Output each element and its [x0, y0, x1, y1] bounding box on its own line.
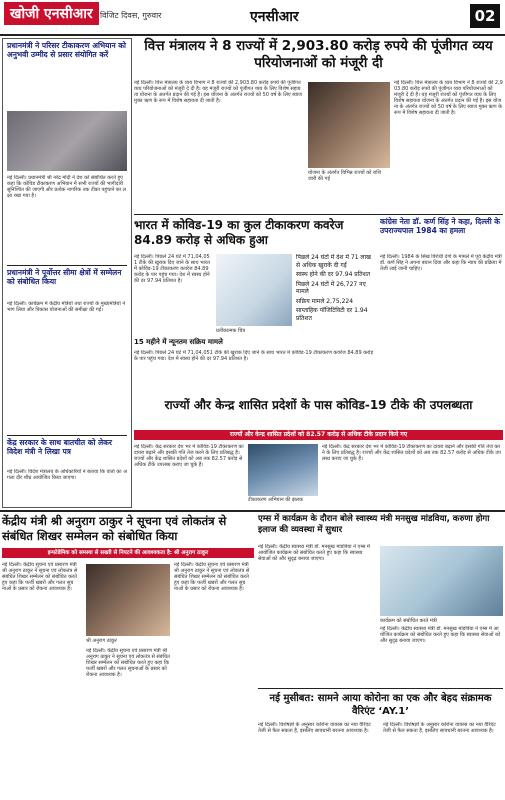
masthead: खोजी एनसीआर	[4, 2, 99, 25]
variant-story	[258, 688, 503, 798]
left-column	[2, 38, 132, 508]
congress-headline: कांग्रेस नेता डॉ. कर्ण सिंह ने कहा, दिल्ली के उपराज्यपाल 1984 का हमला	[380, 217, 501, 235]
section-title: एनसीआर	[250, 9, 299, 25]
vaccine-headline: भारत में कोविड-19 का कुल टीकाकरण कवरेज 84.89 करोड़ से अधिक हुआ	[134, 218, 344, 247]
vaccine-subhead: 15 महीने में न्यूनतम सक्रिय मामले	[134, 338, 223, 346]
states-photo	[248, 444, 318, 496]
finance-photo	[308, 82, 390, 168]
states-body-col2: नई दिल्ली। केंद्र सरकार देश भर में कोविड-19 टीकाकरण का दायरा बढ़ाने और इसकी गति तेज करने के लिए प्रतिबद्ध है। राज्यों और केंद्र शासित प्रदेशों को अब तक 82.57 करोड़ से अधिक टीके उपलब्ध कराए जा चुके हैं।	[322, 444, 501, 462]
highlight-item: साप्ताहिक पॉजिटिविटी दर 1.94 प्रतिशत	[296, 307, 368, 322]
vaccine-photo	[216, 254, 292, 326]
divider	[134, 214, 503, 215]
highlight-item: सक्रिय मामले 2,75,224	[296, 297, 354, 305]
page-number: 02	[470, 4, 500, 28]
issue-date: विजिट दिवस, गुरुवार	[100, 11, 162, 20]
health-photo-caption: कार्यक्रम को संबोधित करते मंत्री	[380, 618, 437, 624]
states-story	[134, 398, 503, 506]
highlight-item: स्वस्थ होने की दर 97.94 प्रतिशत	[296, 271, 371, 278]
finance-headline: वित्त मंत्रालय ने 8 राज्यों में 2,903.80 करोड़ रुपये की पूंजीगत व्यय परियोजनाओं को मंजूरी दी	[144, 38, 493, 71]
vaccine-body: नई दिल्ली। पिछले 24 घंटे में 71,04,051 टीके की खुराक दिए जाने के साथ भारत में कोविड-19 टीकाकरण कवरेज 84.89 करोड़ के पार पहुंच गया। देश में स्वस्थ होने की दर 97.94 प्रतिशत है।	[134, 254, 210, 284]
health-body: नई दिल्ली। केंद्रीय स्वास्थ्य मंत्री डॉ. मनसुख मांडविया ने एम्स में आयोजित कार्यक्रम को संबोधित करते हुए कहा कि स्वास्थ्य सेवाओं को और सुदृढ़ बनाया जाएगा।	[258, 544, 370, 562]
health-body-col2: नई दिल्ली। केंद्रीय स्वास्थ्य मंत्री डॉ. मनसुख मांडविया ने एम्स में आयोजित कार्यक्रम को संबोधित करते हुए कहा कि स्वास्थ्य सेवाओं को और सुदृढ़ बनाया जाएगा।	[380, 626, 501, 644]
divider	[7, 435, 127, 436]
health-headline: एम्स में कार्यक्रम के दौरान बोले स्वास्थ्य मंत्री मनसुख मांडविया, करुणा होगा इलाज की व्यवस्था में सुधार	[258, 514, 490, 535]
states-body: नई दिल्ली। केंद्र सरकार देश भर में कोविड-19 टीकाकरण का दायरा बढ़ाने और इसकी गति तेज करने के लिए प्रतिबद्ध है। राज्यों और केंद्र शासित प्रदेशों को अब तक 82.57 करोड़ से अधिक टीके उपलब्ध कराए जा चुके हैं।	[134, 444, 244, 468]
finance-body: नई दिल्ली। वित्त मंत्रालय के व्यय विभाग ने 8 राज्यों की 2,903.80 करोड़ रुपये की पूंजीगत व्यय परियोजनाओं को मंजूरी दे दी है। यह मंजूरी राज्यों को पूंजीगत व्यय के लिए विशेष सहायता योजना के अंतर्गत प्रदान की गई है। इस योजना के अंतर्गत राज्यों को 50 वर्ष के लिए ब्याज मुक्त ऋण के रूप में विशेष सहायता दी जाती है।	[134, 80, 302, 104]
vaccine-photo-caption: प्रतीकात्मक चित्र	[216, 328, 246, 334]
anurag-body-col3: नई दिल्ली। केंद्रीय सूचना एवं प्रसारण मंत्री श्री अनुराग ठाकुर ने सूचना एवं लोकतंत्र से संबंधित शिखर सम्मेलन को संबोधित करते हुए कहा कि फर्जी खबरों और गलत सूचनाओं के प्रसार को रोकना आवश्यक है।	[174, 562, 250, 592]
story1-photo	[7, 111, 127, 171]
highlight-item: पिछले 24 घंटों में 26,727 नए मामले	[296, 280, 366, 295]
variant-body: नई दिल्ली। विशेषज्ञों के अनुसार कोरोना वायरस का नया वैरिएंट तेजी से फैल सकता है, इसलिए सावधानी बरतना आवश्यक है।	[258, 722, 371, 734]
anurag-body-col2: नई दिल्ली। केंद्रीय सूचना एवं प्रसारण मंत्री श्री अनुराग ठाकुर ने सूचना एवं लोकतंत्र से संबंधित शिखर सम्मेलन को संबोधित करते हुए कहा कि फर्जी खबरों और गलत सूचनाओं के प्रसार को रोकना आवश्यक है।	[86, 648, 170, 678]
variant-body-col2: नई दिल्ली। विशेषज्ञों के अनुसार कोरोना वायरस का नया वैरिएंट तेजी से फैल सकता है, इसलिए सावधानी बरतना आवश्यक है।	[383, 722, 496, 734]
vaccine-body-lower: नई दिल्ली। पिछले 24 घंटे में 71,04,051 टीके की खुराक दिए जाने के साथ भारत में कोविड-19 टीकाकरण कवरेज 84.89 करोड़ के पार पहुंच गया। देश में स्वस्थ होने की दर 97.94 प्रतिशत है।	[134, 350, 374, 362]
anurag-headline: केंद्रीय मंत्री श्री अनुराग ठाकुर ने सूचना एवं लोकतंत्र से संबंधित शिखर सम्मेलन को संबोधित किया	[2, 514, 227, 543]
anurag-photo	[86, 564, 170, 636]
variant-headline: नई मुसीबत: सामने आया कोरोना का एक और बेहद संक्रामक वैरिएंट ‘AY.1’	[269, 693, 492, 717]
states-photo-caption: टीकाकरण अभियान की झलक	[248, 497, 303, 503]
states-headline: राज्यों और केन्द्र शासित प्रदेशों के पास कोविड-19 टीके की उपलब्धता	[164, 398, 473, 412]
story1-body: नई दिल्ली। प्रधानमंत्री श्री नरेंद्र मोदी ने देश को संबोधित करते हुए कहा कि कोविड टीकाकरण अभियान में सभी राज्यों की भागीदारी सुनिश्चित की जाएगी और प्रत्येक नागरिक तक टीका पहुंचाने का लक्ष्य रखा गया है।	[7, 175, 126, 199]
divider	[0, 510, 505, 512]
vaccine-highlights	[296, 254, 376, 362]
congress-story	[380, 218, 503, 394]
anurag-photo-caption: श्री अनुराग ठाकुर	[86, 638, 117, 644]
health-story	[258, 514, 503, 684]
anurag-body: नई दिल्ली। केंद्रीय सूचना एवं प्रसारण मंत्री श्री अनुराग ठाकुर ने सूचना एवं लोकतंत्र से संबंधित शिखर सम्मेलन को संबोधित करते हुए कहा कि फर्जी खबरों और गलत सूचनाओं के प्रसार को रोकना आवश्यक है।	[2, 562, 78, 592]
story3-headline: केंद्र सरकार के साथ बातचीत को लेकर विदेश मंत्री ने लिखा पत्र	[7, 438, 112, 456]
story1-headline: प्रधानमंत्री ने परिसर टीकाकरण अभियान को अनुभवी उम्मीद से प्रसार संयोगित करें	[7, 41, 126, 59]
story2-headline: प्रधानमंत्री ने पूर्वोत्तर सीमा क्षेत्रों में सम्मेलन को संबोधित किया	[7, 268, 122, 286]
states-subhead: राज्यों और केन्द्र शासित प्रदेशों को 82.57 करोड़ से अधिक टीके प्रदान किये गए	[134, 430, 503, 440]
story2-body: नई दिल्ली। कार्यक्रम में केंद्रीय मंत्रियों तथा राज्यों के मुख्यमंत्रियों ने भाग लिया और विकास योजनाओं की समीक्षा की गई।	[7, 301, 126, 313]
highlight-item: पिछले 24 घंटों में देश में 71 लाख से अधिक खुराकें दी गईं	[296, 254, 371, 269]
health-photo	[380, 546, 503, 616]
story3-body: नई दिल्ली। विदेश मंत्रालय के अधिकारियों ने बताया कि वार्ता का अगला दौर शीघ्र आयोजित किया जाएगा।	[7, 469, 127, 481]
anurag-subhead: इन्फोडेमिक को समस्या से सख्ती से निपटने की आवश्यकता है: श्री अनुराग ठाकुर	[2, 548, 254, 558]
page-header	[0, 0, 505, 36]
congress-body: नई दिल्ली। 1984 के सिख विरोधी दंगों के मामले में पूर्व केंद्रीय मंत्री डॉ. कर्ण सिंह ने अपना बयान दिया और कहा कि न्याय की प्रक्रिया में तेजी लाई जानी चाहिए।	[380, 254, 502, 272]
finance-body-col2: नई दिल्ली। वित्त मंत्रालय के व्यय विभाग ने 8 राज्यों की 2,903.80 करोड़ रुपये की पूंजीगत व्यय परियोजनाओं को मंजूरी दे दी है। यह मंजूरी राज्यों को पूंजीगत व्यय के लिए विशेष सहायता योजना के अंतर्गत प्रदान की गई है। इस योजना के अंतर्गत राज्यों को 50 वर्ष के लिए ब्याज मुक्त ऋण के रूप में विशेष सहायता दी जाती है।	[394, 80, 503, 116]
finance-story	[134, 38, 503, 212]
finance-photo-caption: योजना के अंतर्गत विभिन्न राज्यों को राशि जारी की गई	[308, 170, 381, 182]
divider	[7, 265, 127, 266]
anurag-story	[2, 514, 254, 798]
divider	[258, 688, 503, 689]
vaccine-story	[134, 218, 376, 394]
